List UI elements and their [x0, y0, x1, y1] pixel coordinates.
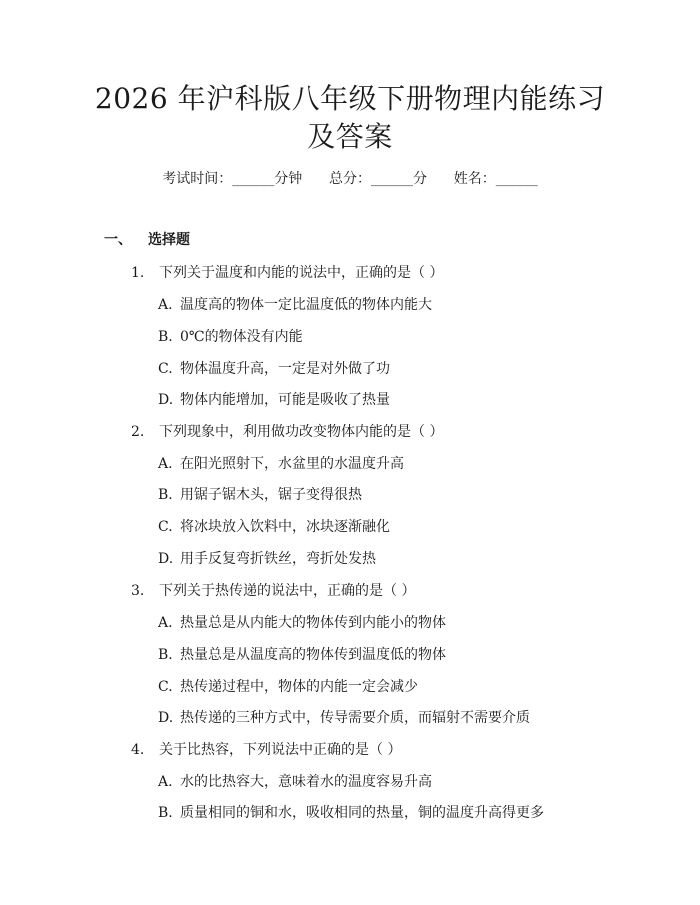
option-text: 质量相同的铜和水，吸收相同的热量，铜的温度升高得更多	[180, 805, 544, 821]
document-title: 2026 年沪科版八年级下册物理内能练习及答案	[94, 82, 606, 153]
option-text: 温度高的物体一定比温度低的物体内能大	[180, 297, 432, 313]
section-title: 选择题	[148, 232, 190, 248]
option-text: 热量总是从温度高的物体传到温度低的物体	[180, 647, 446, 663]
option-text: 在阳光照射下，水盆里的水温度升高	[180, 456, 404, 472]
option-label: D.	[158, 710, 174, 726]
question-3-option-c	[158, 676, 418, 696]
option-text: 物体温度升高，一定是对外做了功	[180, 361, 390, 377]
question-4-option-a	[158, 771, 432, 791]
option-label: A.	[158, 297, 173, 313]
question-number: 1.	[131, 265, 145, 281]
option-text: 将冰块放入饮料中，冰块逐渐融化	[180, 519, 390, 535]
option-text: 0℃的物体没有内能	[180, 329, 303, 345]
option-text: 物体内能增加，可能是吸收了热量	[180, 392, 390, 408]
option-label: B.	[158, 647, 173, 663]
section-heading	[104, 229, 190, 249]
option-label: A.	[158, 774, 173, 790]
option-text: 热传递过程中，物体的内能一定会减少	[180, 679, 418, 695]
option-text: 热传递的三种方式中，传导需要介质，而辐射不需要介质	[180, 710, 530, 726]
section-number: 一、	[104, 232, 132, 248]
question-text: 关于比热容，下列说法中正确的是（ ）	[159, 742, 402, 758]
exam-info-line: 考试时间：______分钟 总分：______分 姓名：______	[162, 171, 538, 187]
question-text: 下列现象中，利用做功改变物体内能的是（ ）	[159, 424, 444, 440]
option-label: A.	[158, 456, 173, 472]
question-3-option-d	[158, 707, 530, 727]
option-label: B.	[158, 329, 173, 345]
question-4	[131, 739, 401, 759]
question-number: 2.	[131, 424, 145, 440]
option-label: C.	[158, 361, 173, 377]
question-text: 下列关于温度和内能的说法中，正确的是（ ）	[159, 265, 444, 281]
question-number: 4.	[131, 742, 145, 758]
question-1-option-c	[158, 358, 390, 378]
option-text: 水的比热容大，意味着水的温度容易升高	[180, 774, 432, 790]
question-2-option-a	[158, 453, 404, 473]
question-2-option-b	[158, 484, 362, 504]
option-label: B.	[158, 805, 173, 821]
question-1-option-a	[158, 294, 432, 314]
option-label: D.	[158, 551, 174, 567]
question-2-option-d	[158, 548, 376, 568]
option-label: C.	[158, 679, 173, 695]
option-label: D.	[158, 392, 174, 408]
question-text: 下列关于热传递的说法中，正确的是（ ）	[159, 583, 416, 599]
question-2	[131, 421, 443, 441]
question-3-option-a	[158, 612, 446, 632]
option-label: A.	[158, 615, 173, 631]
option-label: C.	[158, 519, 173, 535]
question-1	[131, 262, 443, 282]
option-text: 用手反复弯折铁丝，弯折处发热	[180, 551, 376, 567]
question-2-option-c	[158, 516, 390, 536]
question-1-option-d	[158, 389, 390, 409]
option-text: 热量总是从内能大的物体传到内能小的物体	[180, 615, 446, 631]
question-3-option-b	[158, 644, 446, 664]
question-3	[131, 580, 415, 600]
question-1-option-b	[158, 326, 303, 346]
option-label: B.	[158, 487, 173, 503]
option-text: 用锯子锯木头，锯子变得很热	[180, 487, 362, 503]
question-4-option-b	[158, 802, 544, 822]
question-number: 3.	[131, 583, 145, 599]
